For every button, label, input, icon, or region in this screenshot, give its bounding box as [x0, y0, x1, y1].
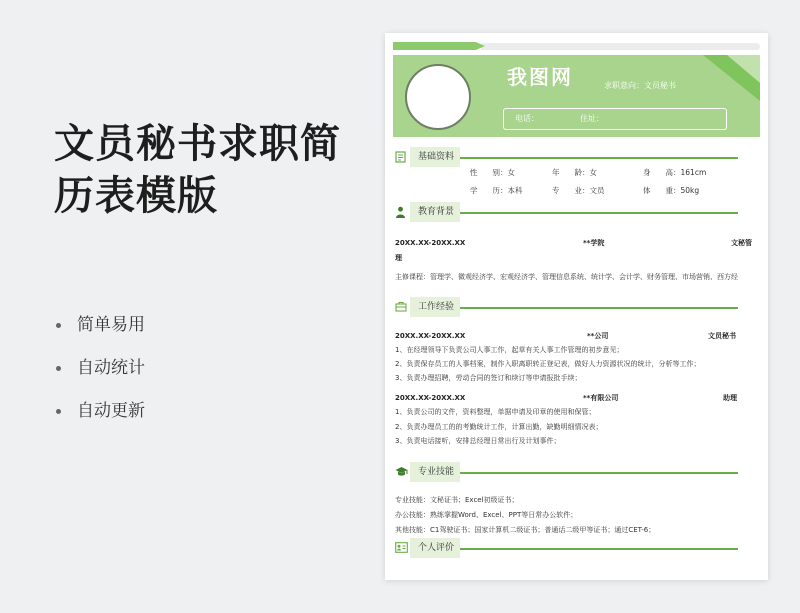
skill-line: 专业技能：文秘证书；Excel初级证书； — [395, 496, 519, 504]
feature-item: 简单易用 — [56, 313, 145, 356]
section-self-evaluation — [385, 538, 768, 558]
job-duty: 2、负责办理员工的的考勤统计工作，计算出勤，缺勤明细情况表； — [395, 423, 603, 431]
job-objective: 求职意向：文员秘书 — [604, 81, 676, 90]
job-company: **有限公司 — [583, 394, 619, 402]
section-title: 工作经验 — [410, 297, 460, 317]
education-courses: 主修课程：管理学、微观经济学、宏观经济学、管理信息系统、统计学、会计学、财务管理、市场营销、西方经 — [395, 273, 738, 281]
address-label: 住址： — [580, 114, 604, 123]
person-icon — [395, 206, 408, 218]
feature-list — [56, 313, 145, 442]
education-school: **学院 — [583, 239, 605, 247]
section-divider — [460, 472, 738, 474]
job-header — [395, 331, 755, 341]
field-major: 专 业：文员 — [552, 186, 605, 195]
resume-header — [393, 55, 760, 137]
section-divider — [460, 212, 738, 214]
job-period: 20XX.XX-20XX.XX — [395, 332, 466, 340]
top-decor-track — [481, 43, 760, 50]
promo-title-line-2: 历表模版 — [54, 173, 218, 219]
skill-line: 办公技能：熟练掌握Word、Excel、PPT等日常办公软件； — [395, 511, 578, 519]
section-education — [385, 202, 768, 222]
feature-item: 自动统计 — [56, 356, 145, 399]
field-weight: 体 重：50kg — [643, 186, 700, 195]
job-duty: 3、负责办理招聘，劳动合同的签订和续订等申请报批手续； — [395, 374, 582, 382]
job-company: **公司 — [587, 332, 609, 340]
education-period: 20XX.XX-20XX.XX — [395, 239, 466, 247]
section-divider — [460, 548, 738, 550]
contact-box — [503, 108, 727, 130]
section-work-experience — [385, 297, 768, 317]
section-title: 专业技能 — [410, 462, 460, 482]
avatar — [405, 64, 471, 130]
section-divider — [460, 307, 738, 309]
promo-title — [54, 118, 341, 222]
job-duty: 2、负责保存员工的人事档案，制作入职离职转正登记表，做好人力资源状况的统计，分析等工作； — [395, 360, 701, 368]
section-basic-info — [385, 147, 768, 167]
phone-label: 电话： — [515, 114, 539, 123]
skill-line: 其他技能：C1驾驶证书；国家计算机二级证书；普通话二级甲等证书；通过CET-6； — [395, 526, 656, 534]
field-degree: 学 历：本科 — [470, 186, 523, 195]
job-position: 助理 — [723, 394, 737, 402]
education-major: 文秘管理 — [395, 239, 752, 262]
field-height: 身 高：161cm — [643, 168, 707, 177]
promo-title-line-1: 文员秘书求职简 — [54, 121, 341, 167]
education-entry — [395, 236, 753, 266]
resume-name: 我图网 — [507, 65, 573, 89]
job-duty: 1、在经理领导下负责公司人事工作，起草有关人事工作管理的初步意见； — [395, 346, 624, 354]
top-decor-arrow — [393, 42, 485, 50]
resume-preview — [385, 33, 768, 580]
section-title: 个人评价 — [410, 538, 460, 558]
field-age: 年 龄：女 — [552, 168, 597, 177]
feature-item: 自动更新 — [56, 399, 145, 442]
job-position: 文员秘书 — [708, 332, 736, 340]
document-icon — [395, 151, 408, 163]
job-period: 20XX.XX-20XX.XX — [395, 394, 466, 402]
job-header — [395, 393, 755, 403]
field-gender: 性 别：女 — [470, 168, 515, 177]
job-duty: 1、负责公司的文件，资料整理，单据申请及印章的使用和保管； — [395, 408, 596, 416]
briefcase-icon — [395, 301, 408, 313]
section-title: 基础资料 — [410, 147, 460, 167]
section-skills — [385, 462, 768, 482]
job-duty: 3、负责电话接听，安排总经理日常出行及计划事件； — [395, 437, 561, 445]
section-title: 教育背景 — [410, 202, 460, 222]
graduation-cap-icon — [395, 466, 408, 478]
section-divider — [460, 157, 738, 159]
id-card-icon — [395, 542, 408, 554]
